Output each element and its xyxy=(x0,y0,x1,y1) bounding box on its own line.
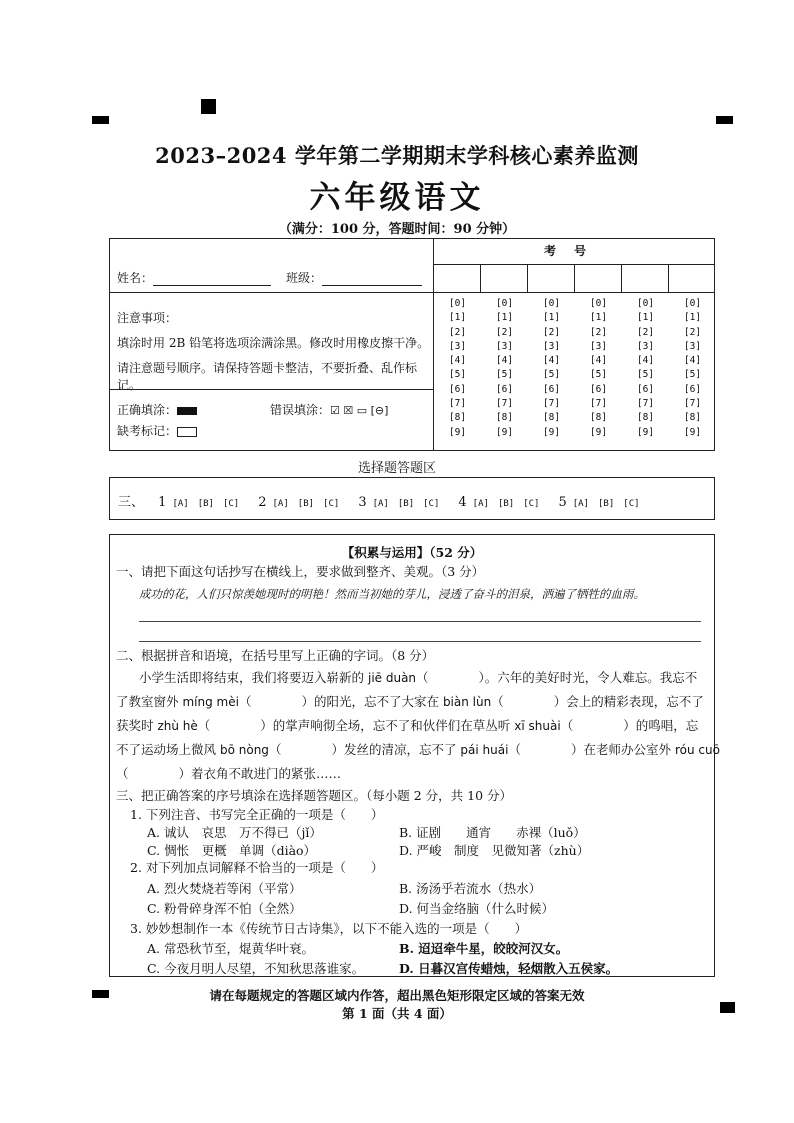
digit-bubble[interactable]: [9] xyxy=(495,426,514,438)
exam-number-cell[interactable] xyxy=(528,264,575,293)
q3-s3-option-c: C. 今夜月明人尽望，不知秋思落谁家。 xyxy=(147,961,365,976)
digit-bubble[interactable]: [5] xyxy=(683,369,702,381)
correct-fill-label: 正确填涂： xyxy=(117,403,178,417)
digit-bubble[interactable]: [1] xyxy=(495,312,514,324)
digit-bubble[interactable]: [2] xyxy=(448,326,467,338)
class-field[interactable] xyxy=(286,269,422,286)
digit-bubble[interactable]: [4] xyxy=(448,355,467,367)
choice-bubble[interactable]: [A] xyxy=(172,499,189,509)
digit-bubble[interactable]: [6] xyxy=(683,383,702,395)
q2-line-4: 不了运动场上微风 bō nòng（ ）发丝的清凉，忘不了 pái huái（ ）在老师办公室外 róu cuō xyxy=(116,742,720,757)
digit-bubble[interactable]: [7] xyxy=(448,398,467,410)
q3-s2-option-b: B. 汤汤乎若流水（热水） xyxy=(399,881,542,896)
digit-bubble[interactable]: [9] xyxy=(636,426,655,438)
wrong-fill-legend xyxy=(270,401,388,418)
subject-title: 六年级语文 xyxy=(309,180,485,216)
digit-bubble[interactable]: [5] xyxy=(589,369,608,381)
class-line[interactable] xyxy=(322,273,422,286)
digit-bubble[interactable]: [0] xyxy=(542,298,561,309)
digit-column[interactable] xyxy=(434,297,481,440)
answer-line[interactable] xyxy=(139,621,701,622)
choice-section-label: 三、 xyxy=(118,495,145,510)
digit-bubble[interactable]: [3] xyxy=(448,340,467,352)
registration-mark xyxy=(201,99,216,114)
digit-bubble[interactable]: [8] xyxy=(589,412,608,424)
digit-bubble[interactable]: [3] xyxy=(636,340,655,352)
digit-bubble[interactable]: [0] xyxy=(448,298,467,309)
student-info-box xyxy=(109,238,715,451)
digit-bubble[interactable]: [9] xyxy=(589,426,608,438)
exam-number-cell[interactable] xyxy=(669,264,714,293)
q3-sub3: 3. 妙妙想制作一本《传统节日古诗集》，以下不能入选的一项是（ ） xyxy=(130,921,528,936)
choice-bubble[interactable]: [B] xyxy=(297,499,315,509)
digit-bubble[interactable]: [6] xyxy=(542,383,561,395)
exam-number-cell[interactable] xyxy=(481,264,528,293)
digit-bubble[interactable]: [2] xyxy=(589,326,608,338)
notes-title: 注意事项： xyxy=(117,311,178,325)
choice-question-number: 5 xyxy=(558,495,567,510)
q3-s2-option-d: D. 何当金络脑（什么时候） xyxy=(399,901,555,916)
digit-bubble[interactable]: [1] xyxy=(448,312,467,324)
choice-bubble[interactable]: [A] xyxy=(572,499,590,509)
q2-line-5: （ ）着衣角不敢进门的紧张…… xyxy=(116,766,342,781)
q3-s1-option-c: C. 惆怅 更概 单调（diào） xyxy=(147,843,317,858)
q2-line-1: 小学生活即将结束，我们将要迈入崭新的 jiē duàn（ ）。六年的美好时光，令人难忘。我忘不 xyxy=(139,670,698,685)
q1-prompt: 一、请把下面这句话抄写在横线上，要求做到整齐、美观。（3 分） xyxy=(116,564,485,579)
part1-box xyxy=(109,534,720,977)
wrong-fill-label: 错误填涂： xyxy=(270,403,331,417)
filled-mark-icon xyxy=(177,407,197,415)
q3-s1-option-a: A. 诚认 哀思 万不得已（jǐ） xyxy=(147,825,322,840)
digit-bubble[interactable]: [1] xyxy=(542,312,561,324)
digit-bubble[interactable]: [5] xyxy=(448,369,467,381)
choice-bubble[interactable]: [C] xyxy=(323,499,340,509)
student-info-left xyxy=(110,239,434,450)
digit-bubble[interactable]: [1] xyxy=(589,312,608,324)
name-field[interactable] xyxy=(117,269,271,286)
q2-line-3: 获奖时 zhù hè（ ）的掌声响彻全场，忘不了和伙伴们在草丛听 xī shuài（ ）的鸣唱，忘 xyxy=(116,718,699,733)
q3-s1-option-b: B. 证剧 通宵 赤裸（luǒ） xyxy=(399,825,586,840)
digit-bubble[interactable]: [4] xyxy=(683,355,702,367)
choice-bubble[interactable]: [A] xyxy=(272,499,289,509)
exam-number-label: 考号 xyxy=(434,239,714,265)
choice-bubble[interactable]: [B] xyxy=(197,499,214,509)
digit-bubble[interactable]: [4] xyxy=(495,355,514,367)
digit-bubble[interactable]: [4] xyxy=(636,355,655,367)
digit-bubble[interactable]: [8] xyxy=(683,412,702,424)
digit-bubble[interactable]: [0] xyxy=(636,298,655,309)
digit-bubble[interactable]: [7] xyxy=(683,398,702,410)
absent-label: 缺考标记： xyxy=(117,424,178,438)
choice-question-number: 4 xyxy=(458,495,467,510)
registration-mark xyxy=(92,116,109,124)
digit-column[interactable] xyxy=(622,297,669,440)
choice-bubble[interactable]: [C] xyxy=(423,499,440,509)
choice-bubble[interactable]: [B] xyxy=(598,499,615,509)
digit-bubble[interactable]: [7] xyxy=(636,398,655,410)
divider xyxy=(110,389,433,390)
digit-bubble[interactable]: [5] xyxy=(636,369,655,381)
q2-line-2: 了教室窗外 míng mèi（ ）的阳光，忘不了大家在 biàn lùn（ ）会上的精彩表现，忘不了 xyxy=(116,694,704,709)
digit-bubble[interactable]: [6] xyxy=(448,383,467,395)
digit-bubble[interactable]: [5] xyxy=(542,369,561,381)
choice-bubble[interactable]: [A] xyxy=(372,499,389,509)
exam-number-cell[interactable] xyxy=(622,264,669,293)
choice-answer-box xyxy=(109,477,715,520)
choice-bubble[interactable]: [B] xyxy=(397,499,415,509)
choice-question-number: 3 xyxy=(358,495,367,510)
q1-sentence: 成功的花，人们只惊羡她现时的明艳！然而当初她的芽儿，浸透了奋斗的泪泉，洒遍了牺牲的血雨。 xyxy=(139,587,645,601)
exam-number-grid xyxy=(434,239,714,450)
choice-bubble[interactable]: [C] xyxy=(523,499,540,509)
digit-bubble[interactable]: [2] xyxy=(542,326,561,338)
digit-column[interactable] xyxy=(575,297,622,440)
notes xyxy=(117,309,433,401)
choice-question-number: 1 xyxy=(158,495,167,510)
choice-bubble[interactable]: [C] xyxy=(222,499,240,509)
q3-prompt: 三、把正确答案的序号填涂在选择题答题区。（每小题 2 分，共 10 分） xyxy=(116,788,513,803)
footer-warning: 请在每题规定的答题区域内作答，超出黑色矩形限定区域的答案无效 xyxy=(209,988,585,1003)
choice-bubble[interactable]: [C] xyxy=(623,499,640,509)
q3-s2-option-a: A. 烈火焚烧若等闲（平常） xyxy=(147,881,302,896)
q3-s1-option-d: D. 严峻 制度 见微知著（zhù） xyxy=(399,843,590,858)
digit-bubble[interactable]: [0] xyxy=(683,298,702,309)
absent-legend xyxy=(117,422,197,439)
digit-bubble[interactable]: [6] xyxy=(636,383,655,395)
digit-column[interactable] xyxy=(669,297,716,440)
digit-bubble[interactable]: [7] xyxy=(589,398,608,410)
digit-bubble[interactable]: [6] xyxy=(589,383,608,395)
name-label: 姓名： xyxy=(117,271,154,285)
class-label: 班级： xyxy=(286,271,323,285)
choice-bubble[interactable]: [B] xyxy=(497,499,515,509)
digit-bubble[interactable]: [9] xyxy=(683,426,702,438)
q3-s3-option-a: A. 常恐秋节至，焜黄华叶衰。 xyxy=(147,941,314,956)
exam-title: 2023–2024 学年第二学期期末学科核心素养监测 xyxy=(155,143,639,168)
digit-bubble[interactable]: [2] xyxy=(495,326,514,338)
digit-bubble[interactable]: [9] xyxy=(542,426,561,438)
note-1: 填涂时用 2B 铅笔将选项涂满涂黑。修改时用橡皮擦干净。 xyxy=(117,336,430,350)
digit-bubble[interactable]: [1] xyxy=(683,312,702,324)
exam-meta: （满分：100 分，答题时间：90 分钟） xyxy=(278,222,516,237)
absent-box[interactable] xyxy=(177,427,197,437)
exam-number-cell[interactable] xyxy=(575,264,622,293)
part1-title: 【积累与运用】（52 分） xyxy=(341,545,483,560)
digit-bubble[interactable]: [6] xyxy=(495,383,514,395)
choice-row xyxy=(118,491,649,510)
digit-bubble[interactable]: [8] xyxy=(495,412,514,424)
wrong-fill-samples-icon: ☑ ☒ ▭ [⊖] xyxy=(330,404,389,417)
q3-s3-option-d: D. 日暮汉宫传蜡烛，轻烟散入五侯家。 xyxy=(399,961,619,976)
q3-sub1: 1. 下列注音、书写完全正确的一项是（ ） xyxy=(130,807,384,822)
digit-bubble[interactable]: [2] xyxy=(683,326,702,338)
digit-column[interactable] xyxy=(481,297,528,440)
digit-bubble[interactable]: [4] xyxy=(589,355,608,367)
exam-number-cell[interactable] xyxy=(434,264,481,293)
divider xyxy=(110,292,433,293)
choice-bubble[interactable]: [A] xyxy=(472,499,489,509)
q3-s3-option-b: B. 迢迢牵牛星，皎皎河汉女。 xyxy=(399,941,569,956)
note-2: 请注意题号顺序。请保持答题卡整洁，不要折叠、乱作标记。 xyxy=(117,361,418,392)
digit-bubble[interactable]: [3] xyxy=(542,340,561,352)
digit-bubble[interactable]: [3] xyxy=(495,340,514,352)
digit-bubble[interactable]: [5] xyxy=(495,369,514,381)
choice-area-title: 选择题答题区 xyxy=(357,461,436,476)
correct-fill-legend xyxy=(117,401,197,418)
digit-bubble[interactable]: [3] xyxy=(589,340,608,352)
digit-bubble[interactable]: [7] xyxy=(495,398,514,410)
page-number: 第 1 面（共 4 面） xyxy=(342,1006,452,1021)
answer-line[interactable] xyxy=(139,641,701,642)
q3-sub2: 2. 对下列加点词解释不恰当的一项是（ ） xyxy=(130,860,384,875)
digit-bubble[interactable]: [9] xyxy=(448,426,467,438)
digit-bubble[interactable]: [8] xyxy=(448,412,467,424)
digit-bubble[interactable]: [7] xyxy=(542,398,561,410)
choice-question-number: 2 xyxy=(258,495,267,510)
digit-bubble[interactable]: [2] xyxy=(636,326,655,338)
registration-mark xyxy=(716,116,733,124)
q2-prompt: 二、根据拼音和语境，在括号里写上正确的字词。（8 分） xyxy=(116,648,435,663)
digit-bubble[interactable]: [0] xyxy=(495,298,514,309)
digit-column[interactable] xyxy=(528,297,575,440)
digit-bubble[interactable]: [1] xyxy=(636,312,655,324)
name-line[interactable] xyxy=(153,273,271,286)
digit-bubble[interactable]: [0] xyxy=(589,298,608,309)
digit-bubble[interactable]: [4] xyxy=(542,355,561,367)
q3-s2-option-c: C. 粉骨碎身浑不怕（全然） xyxy=(147,901,302,916)
digit-bubble[interactable]: [8] xyxy=(542,412,561,424)
digit-bubble[interactable]: [3] xyxy=(683,340,702,352)
digit-bubble[interactable]: [8] xyxy=(636,412,655,424)
